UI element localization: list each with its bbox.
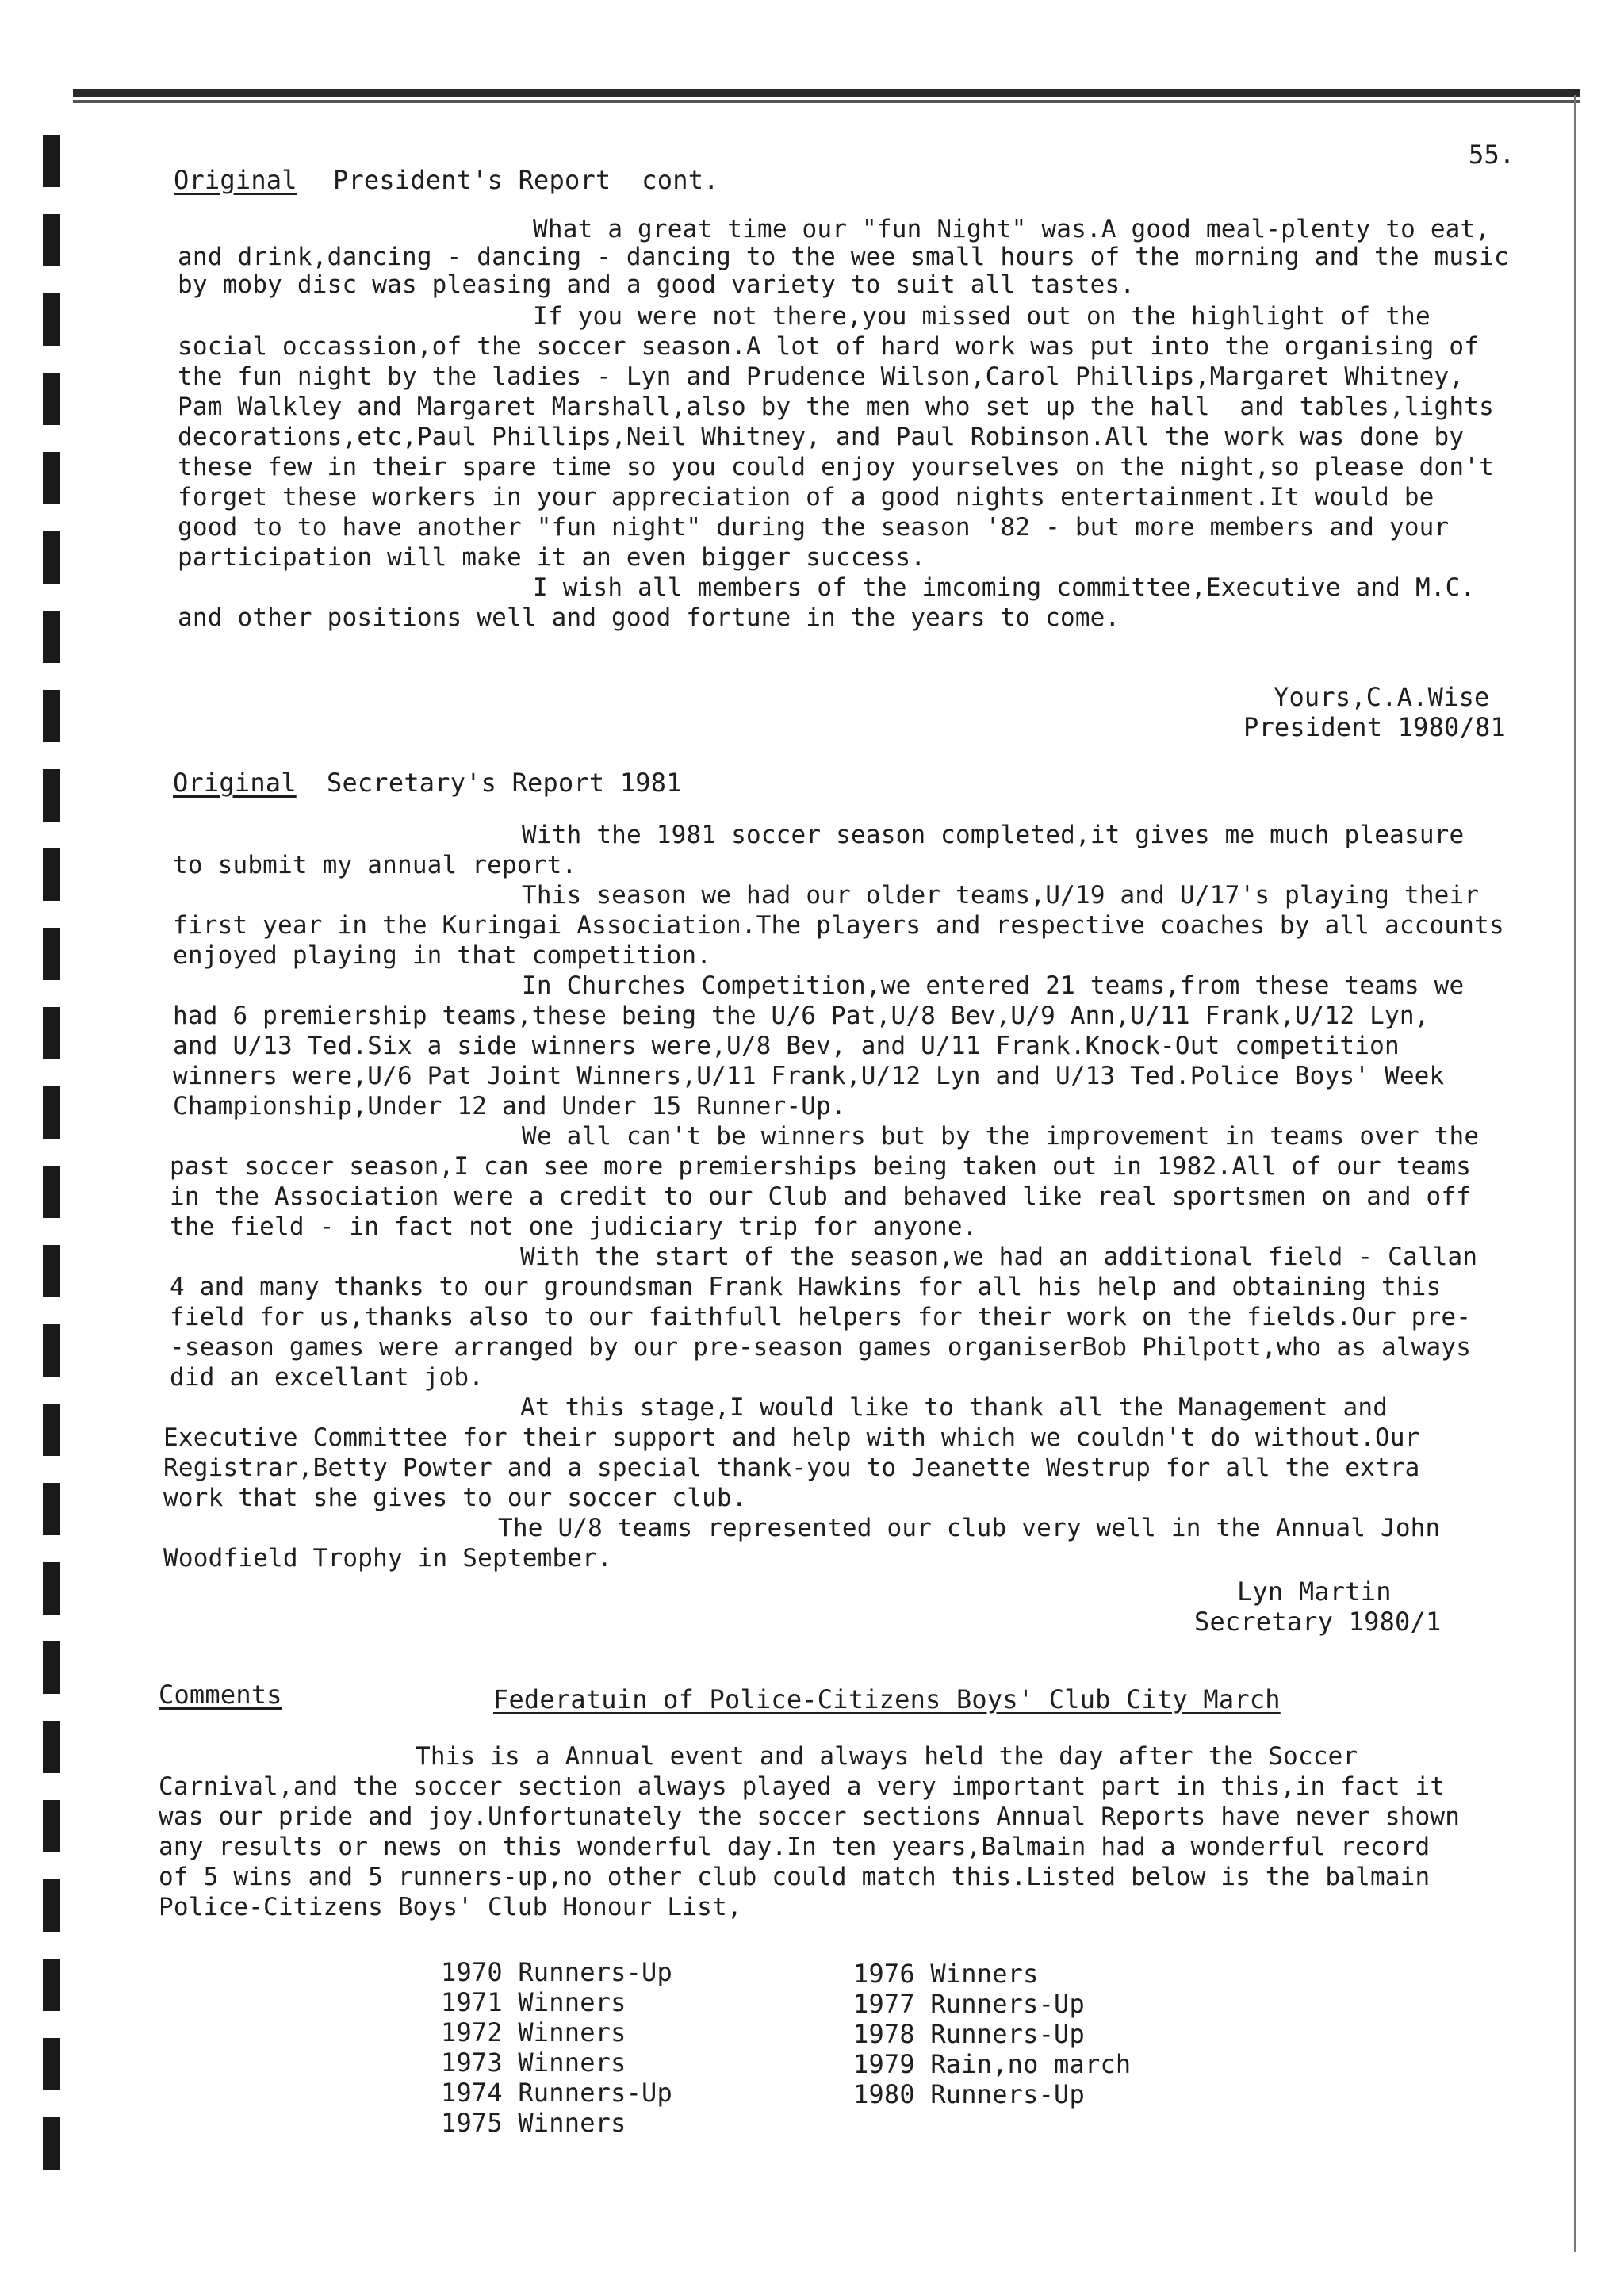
text-line: the fun night by the ladies - Lyn and Prudence Wilson,Carol Phillips,Margaret Whitney,: [178, 362, 1465, 391]
text-line: these few in their spare time so you could enjoy yourselves on the night,so please don't: [178, 453, 1494, 481]
honour-entry: 1978 Runners-Up: [853, 2019, 1085, 2049]
text-line: and U/13 Ted.Six a side winners were,U/8 Bev, and U/11 Frank.Knock-Out competition: [173, 1032, 1400, 1060]
honour-entry: 1979 Rain,no march: [853, 2049, 1132, 2079]
text-line: in the Association were a credit to our Club and behaved like real sportsmen on and off: [170, 1182, 1472, 1211]
comments-label: Comments: [159, 1680, 282, 1710]
honour-entry: 1974 Runners-Up: [441, 2078, 672, 2108]
text-line: What a great time our "fun Night" was.A good meal-plenty to eat,: [533, 215, 1491, 243]
text-line: With the start of the season,we had an additional field - Callan: [520, 1243, 1478, 1271]
text-line: Executive Committee for their support and help with which we couldn't do without.Our: [163, 1423, 1420, 1452]
text-line: the field - in fact not one judiciary trip for anyone.: [170, 1212, 978, 1241]
text-line: 4 and many thanks to our groundsman Frank Hawkins for all his help and obtaining this: [170, 1273, 1442, 1301]
text-line: field for us,thanks also to our faithfull helpers for their work on the fields.Our pre-: [170, 1303, 1472, 1331]
text-line: At this stage,I would like to thank all the Management and: [520, 1393, 1388, 1422]
right-margin-rule: [1574, 95, 1576, 2252]
comments-title: Federatuin of Police-Citizens Boys' Club City March: [493, 1684, 1281, 1714]
text-line: social occassion,of the soccer season.A lot of hard work was put into the organising of: [178, 332, 1480, 361]
text-line: and other positions well and good fortune in the years to come.: [178, 603, 1120, 632]
text-line: did an excellant job.: [170, 1363, 485, 1392]
text-line: -season games were arranged by our pre-season games organiserBob Philpott,who as always: [170, 1333, 1472, 1362]
text-line: any results or news on this wonderful day.In ten years,Balmain had a wonderful record: [159, 1833, 1431, 1861]
text-line: enjoyed playing in that competition.: [173, 941, 712, 970]
text-line: I wish all members of the imcoming committee,Executive and M.C.: [533, 573, 1476, 602]
president-heading-title: President's Report cont.: [333, 165, 719, 195]
text-line: and drink,dancing - dancing - dancing to the wee small hours of the morning and the music: [178, 243, 1509, 271]
text-line: This is a Annual event and always held the day after the Soccer: [416, 1742, 1358, 1771]
text-line: had 6 premiership teams,these being the U/6 Pat,U/8 Bev,U/9 Ann,U/11 Frank,U/12 Lyn,: [173, 1002, 1430, 1030]
president-heading-label: Original: [174, 165, 297, 195]
text-line: participation will make it an even bigger success.: [178, 543, 926, 572]
text-line: first year in the Kuringai Association.The players and respective coaches by all accounts: [173, 911, 1504, 940]
text-line: was our pride and joy.Unfortunately the soccer sections Annual Reports have never shown: [159, 1802, 1461, 1831]
honour-entry: 1980 Runners-Up: [853, 2079, 1085, 2109]
text-line: The U/8 teams represented our club very well in the Annual John: [498, 1514, 1441, 1542]
secretary-signoff: Lyn Martin: [1237, 1576, 1392, 1607]
text-line: good to to have another "fun night" during the season '82 - but more members and your: [178, 513, 1450, 542]
secretary-heading-title: Secretary's Report 1981: [327, 768, 682, 798]
secretary-signoff-title: Secretary 1980/1: [1194, 1607, 1442, 1637]
honour-entry: 1976 Winners: [853, 1959, 1039, 1989]
text-line: work that she gives to our soccer club.: [163, 1484, 747, 1512]
text-line: forget these workers in your appreciation of a good nights entertainment.It would be: [178, 483, 1434, 511]
text-line: Woodfield Trophy in September.: [163, 1544, 612, 1572]
text-line: Championship,Under 12 and Under 15 Runner-Up.: [173, 1092, 846, 1120]
text-line: of 5 wins and 5 runners-up,no other club could match this.Listed below is the balmain: [159, 1863, 1431, 1891]
top-border-rule: [73, 89, 1580, 97]
honour-entry: 1977 Runners-Up: [853, 1989, 1085, 2019]
text-line: winners were,U/6 Pat Joint Winners,U/11 Frank,U/12 Lyn and U/13 Ted.Police Boys' Week: [173, 1062, 1445, 1090]
page-number: 55.: [1469, 140, 1515, 170]
text-line: past soccer season,I can see more premierships being taken out in 1982.All of our teams: [170, 1152, 1472, 1181]
honour-entry: 1971 Winners: [441, 1987, 626, 2017]
text-line: Registrar,Betty Powter and a special thank-you to Jeanette Westrup for all the extra: [163, 1454, 1420, 1482]
text-line: This season we had our older teams,U/19 and U/17's playing their: [522, 881, 1480, 910]
text-line: Police-Citizens Boys' Club Honour List,: [159, 1893, 742, 1921]
text-line: If you were not there,you missed out on the highlight of the: [533, 302, 1431, 331]
text-line: by moby disc was pleasing and a good variety to suit all tastes.: [178, 270, 1136, 299]
text-line: Carnival,and the soccer section always played a very important part in this,in fact it: [159, 1772, 1446, 1801]
text-line: decorations,etc,Paul Phillips,Neil Whitney, and Paul Robinson.All the work was done by: [178, 423, 1465, 451]
text-line: to submit my annual report.: [173, 851, 577, 879]
text-line: Pam Walkley and Margaret Marshall,also by the men who set up the hall and tables,lights: [178, 393, 1494, 421]
honour-entry: 1973 Winners: [441, 2047, 626, 2078]
top-border-rule-thin: [73, 100, 1580, 103]
text-line: We all can't be winners but by the improvement in teams over the: [522, 1122, 1480, 1151]
president-signoff: Yours,C.A.Wise: [1274, 682, 1490, 712]
honour-entry: 1972 Winners: [441, 2017, 626, 2047]
honour-entry: 1975 Winners: [441, 2108, 626, 2138]
binding-marks: [43, 119, 62, 2260]
president-signoff-title: President 1980/81: [1243, 712, 1506, 742]
text-line: With the 1981 soccer season completed,it gives me much pleasure: [522, 821, 1465, 849]
text-line: In Churches Competition,we entered 21 teams,from these teams we: [522, 971, 1465, 1000]
honour-entry: 1970 Runners-Up: [441, 1957, 672, 1987]
secretary-heading-label: Original: [173, 768, 297, 798]
